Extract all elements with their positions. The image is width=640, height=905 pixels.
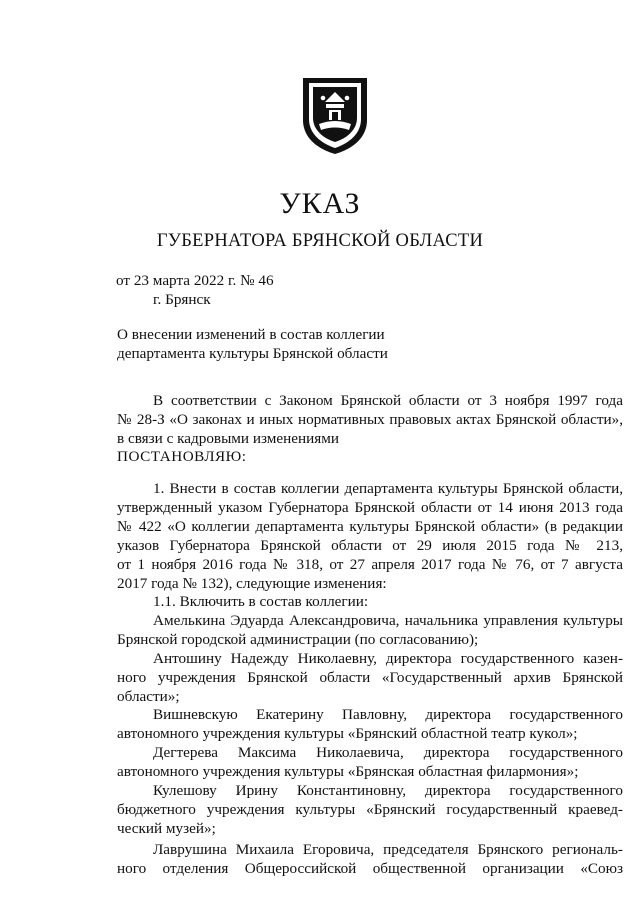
decree-word: ПОСТАНОВЛЯЮ:	[117, 448, 247, 465]
member-line: области»;	[117, 688, 180, 705]
subject-line: О внесении изменений в состав коллегии	[117, 326, 385, 343]
preamble-line: В соответствии с Законом Брянской области от 3 ноября 1997 года	[153, 392, 623, 409]
member-line: Брянской городской администрации (по согласованию);	[117, 631, 479, 648]
subject-line: департамента культуры Брянской области	[117, 345, 388, 362]
member-line: автономного учреждения культуры «Брянская областная филармония»;	[117, 763, 579, 780]
member-line: Лаврушина Михаила Егоровича, председателя Брянского региональ-	[153, 841, 623, 858]
coat-of-arms-emblem	[299, 74, 371, 156]
document-subtitle: ГУБЕРНАТОРА БРЯНСКОЙ ОБЛАСТИ	[156, 231, 484, 251]
item-1-line: утвержденный указом Губернатора Брянской области от 14 июня 2013 года	[117, 499, 623, 516]
item-1-line: указов Губернатора Брянской области от 29 июля 2015 года № 213,	[117, 537, 623, 554]
item-1-line: № 422 «О коллегии департамента культуры Брянской области» (в редакции	[117, 518, 623, 535]
member-line: Антошину Надежду Николаевну, директора государственного казен-	[153, 650, 623, 667]
member-line: Амелькина Эдуарда Александровича, начальника управления культуры	[153, 612, 623, 629]
document-title: УКАЗ	[279, 187, 361, 220]
member-line: Дегтерева Максима Николаевича, директора государственного	[153, 744, 623, 761]
item-1-line: от 1 ноября 2016 года № 318, от 27 апреля 2017 года № 76, от 7 августа	[117, 556, 623, 573]
member-line: ного учреждения Брянской области «Государственный архив Брянской	[117, 669, 623, 686]
date-number-line: от 23 марта 2022 г. № 46	[116, 272, 274, 289]
item-1-1-heading: 1.1. Включить в состав коллегии:	[153, 593, 369, 610]
item-1-line: 2017 года № 132), следующие изменения:	[117, 575, 387, 592]
member-line: бюджетного учреждения культуры «Брянский государственный краевед-	[117, 801, 623, 818]
member-line: Вишневскую Екатерину Павловну, директора государственного	[153, 706, 623, 723]
member-line: Кулешову Ирину Константиновну, директора государственного	[153, 782, 623, 799]
preamble-line: № 28-З «О законах и иных нормативных правовых актах Брянской области»,	[117, 411, 623, 428]
member-line: ческий музей»;	[117, 820, 216, 837]
city-line: г. Брянск	[153, 291, 211, 308]
member-line: автономного учреждения культуры «Брянский областной театр кукол»;	[117, 725, 578, 742]
item-1-line: 1. Внести в состав коллегии департамента культуры Брянской области,	[153, 480, 623, 497]
member-line: ного отделения Общероссийской общественной организации «Союз	[117, 860, 623, 877]
preamble-line: в связи с кадровыми изменениями	[117, 430, 339, 447]
